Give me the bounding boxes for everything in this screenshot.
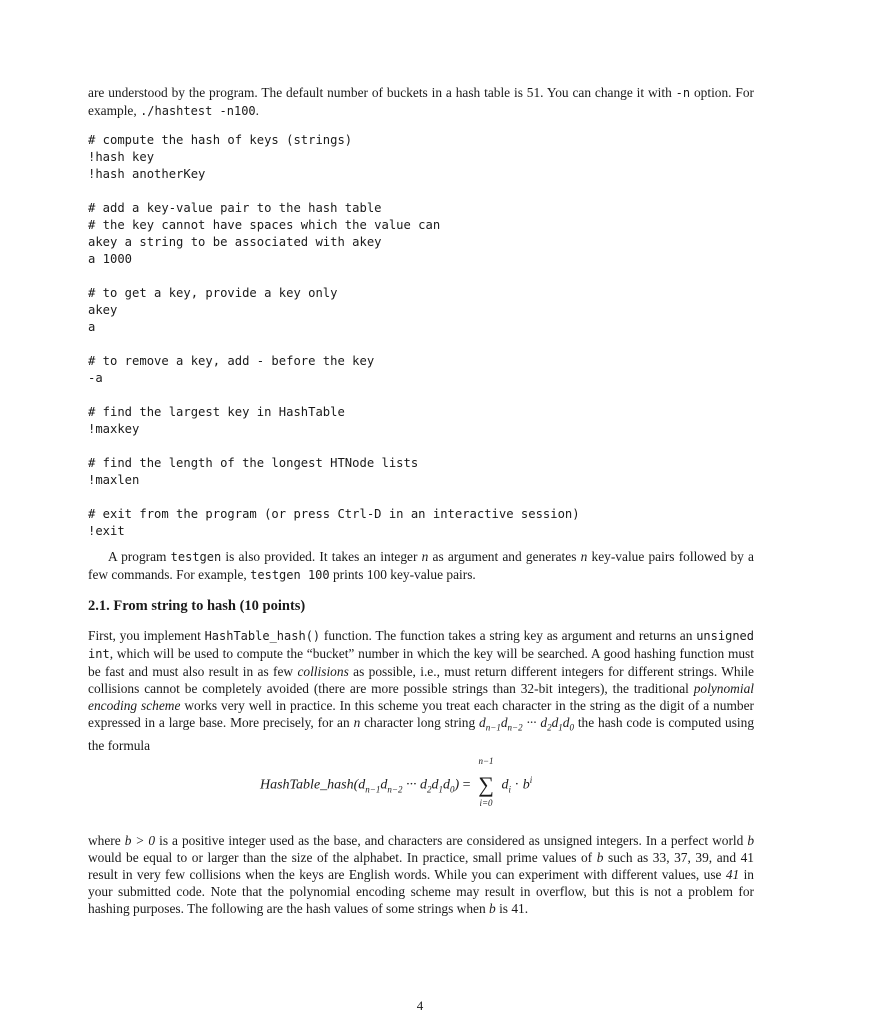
code-block-add: # add a key-value pair to the hash table # the key cannot have spaces which the value can akey a string to be associated with akey a 1000: [88, 201, 441, 266]
return-type: unsigned int: [88, 629, 754, 661]
testgen-name: testgen: [170, 550, 222, 564]
code-block-hash: # compute the hash of keys (strings) !hash key !hash anotherKey: [88, 133, 353, 181]
intro-paragraph: [88, 84, 754, 120]
page-number: 4: [416, 998, 424, 1013]
code-block-get: # to get a key, provide a key only akey a: [88, 286, 338, 334]
code-block-maxkey: # find the largest key in HashTable !maxkey: [88, 405, 345, 436]
document-body: [88, 84, 754, 917]
section-heading: 2.1. From string to hash (10 points): [88, 598, 306, 614]
code-block-exit: # exit from the program (or press Ctrl-D in an interactive session) !exit: [88, 507, 580, 538]
code-block-remove: # to remove a key, add - before the key -a: [88, 354, 375, 385]
command-example: ./hashtest -n100: [140, 104, 256, 118]
summation-icon: n−1 ∑ i=0: [478, 755, 494, 808]
testgen-command: testgen 100: [250, 568, 330, 582]
intro-text: .: [255, 103, 260, 118]
digit-string: $d_{n-1}d_{n-2}$ ··· $d_2d_1d_0$: [479, 715, 574, 733]
base-paragraph: where b > 0 is a positive integer used as the base, and characters are considered as unsigned integers. In a perfect world b would be equal to or larger than the size of the alphabet. In practice, small prime values of b such as 33, 37, 39, and 41 result in very few collisions when the keys are English words. While you can experiment with different values, use 41 in your submitted code. Note that the polynomial encoding scheme may result in overflow, but this is not a problem for hashing purposes. The following are the hash values of some strings when b is 41.: [88, 832, 755, 916]
intro-text: are understood by the program. The default number of buckets in a hash table is 51. You can change it with: [88, 85, 676, 100]
testgen-paragraph: A program testgen is also provided. It takes an integer n as argument and generates n key-value pairs followed by a few commands. For example, testgen 100 prints 100 key-value pairs.: [88, 549, 754, 582]
hash-formula: $HashTable\_hash(d_{n-1}d_{n-2}$ ··· $d_2d_1d_0$) = n−1 ∑ i=0 $d_i \cdot b^i$: [260, 755, 533, 808]
formula-lhs: HashTable_hash: [260, 777, 354, 793]
hash-paragraph: First, you implement HashTable_hash() function. The function takes a string key as argument and returns an unsigned int, which will be used to compute the “bucket” number in which the key will be searched. A good hashing function must be fast and must also result in as few collisions as possible, i.e., must return different integers for different strings. While collisions cannot be completely avoided (there are more possible strings than 32-bit integers), the traditional polynomial encoding scheme works very well in practice. In this scheme you treat each character in the string as the digit of a number expressed in a large base. More precisely, for an n character long string $d_{n-1}d_{n-2}$ ··· $d_2d_1d_0$ the hash code is computed using the formula: [88, 628, 755, 753]
option-n: -n: [675, 86, 691, 100]
code-block-maxlen: # find the length of the longest HTNode lists !maxlen: [88, 456, 419, 487]
chosen-base: 41: [725, 866, 740, 882]
intro-text: option. For example,: [88, 85, 754, 118]
function-name: HashTable_hash(): [204, 629, 321, 643]
